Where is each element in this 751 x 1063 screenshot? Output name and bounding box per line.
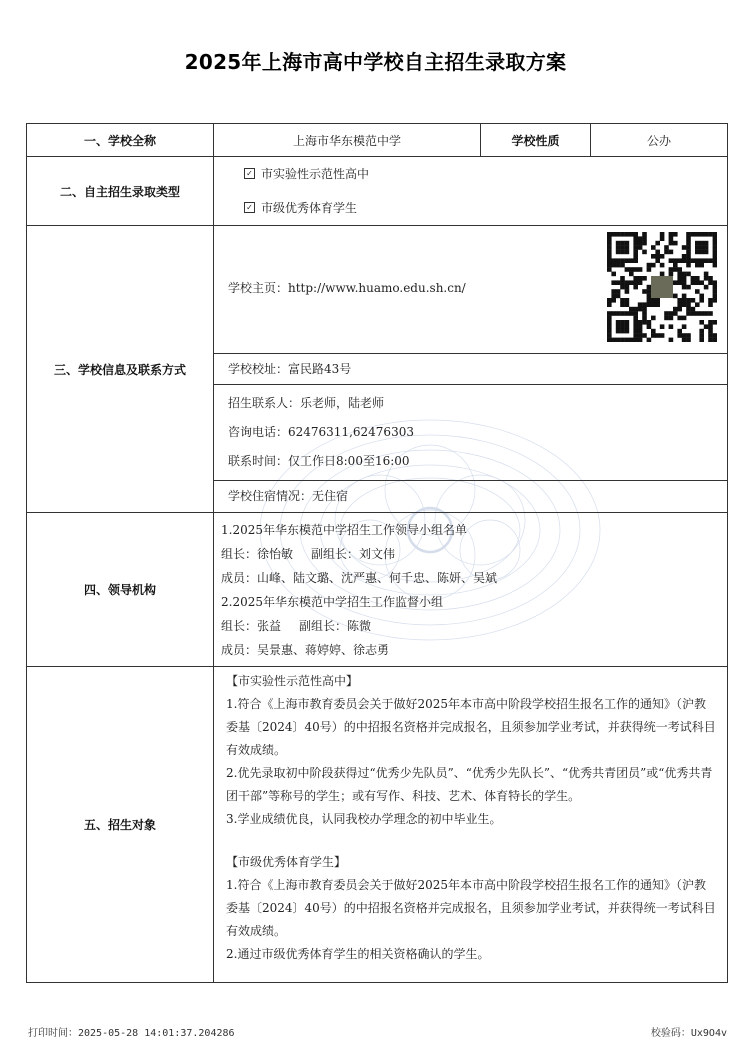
- admission-type-item: [214, 191, 727, 225]
- supervision-leaders: [214, 614, 727, 638]
- checkbox-checked-icon: ✓: [244, 202, 255, 213]
- requirement-paragraph: 2.优先录取初中阶段获得过“优秀少先队员”、“优秀少先队长”、“优秀共青团员”或“优秀共青团干部”等称号的学生；或有写作、科技、艺术、体育特长的学生。: [226, 766, 713, 803]
- leadership-group-title: 1.2025年华东模范中学招生工作领导小组名单: [221, 523, 467, 537]
- qr-code-image: [607, 232, 717, 342]
- school-nature-label: 学校性质: [481, 124, 591, 157]
- checkbox-checked-icon: ✓: [244, 168, 255, 179]
- contact-block: [214, 385, 727, 481]
- enrollment-target-cell: [214, 667, 728, 983]
- school-info-cell: [214, 226, 728, 513]
- requirement-paragraph: 1.符合《上海市教育委员会关于做好2025年本市高中阶段学校招生报名工作的通知》（沪教委基〔2024〕40号）的中招报名资格并完成报名，且须参加学业考试，并获得统一考试科目有效成绩。: [226, 878, 716, 938]
- supervision-group-title: 2.2025年华东模范中学招生工作监督小组: [221, 595, 443, 609]
- leadership-cell: [214, 513, 728, 667]
- leadership-members: 成员：山峰、陆文璐、沈严惠、何千忠、陈妍、吴斌: [221, 571, 498, 585]
- supervision-members: 成员：吴景惠、蒋婷婷、徐志勇: [221, 643, 390, 657]
- address-text: 学校校址：富民路43号: [214, 354, 727, 385]
- contact-hours-text: 联系时间：仅工作日8:00至16:00: [228, 454, 410, 468]
- group-leader: 组长：张益: [221, 619, 282, 633]
- requirement-paragraph: 2.通过市级优秀体育学生的相关资格确认的学生。: [226, 947, 490, 961]
- school-name-value: 上海市华东模范中学: [214, 124, 481, 157]
- homepage-text: 学校主页：http://www.huamo.edu.sh.cn/: [228, 281, 466, 295]
- school-nature-value: 公办: [591, 124, 728, 157]
- school-info-label: 三、学校信息及联系方式: [27, 226, 214, 513]
- admission-form-table: [26, 123, 728, 983]
- dorm-text: 学校住宿情况：无住宿: [228, 489, 349, 503]
- contact-person-text: 招生联系人：乐老师，陆老师: [228, 396, 385, 410]
- print-time: 打印时间：2025-05-28 14:01:37.204286: [28, 1028, 235, 1039]
- leadership-label: 四、领导机构: [27, 513, 214, 667]
- enrollment-target-label: 五、招生对象: [27, 667, 214, 983]
- admission-type-text: 市实验性示范性高中: [261, 167, 370, 181]
- category-title: 【市实验性示范性高中】: [226, 674, 359, 688]
- homepage-row: [214, 226, 727, 354]
- leadership-leaders: [214, 542, 727, 566]
- group-leader: 组长：徐怡敏: [221, 547, 294, 561]
- page-title: 2025年上海市高中学校自主招生录取方案: [184, 50, 567, 74]
- category-title: 【市级优秀体育学生】: [226, 855, 347, 869]
- requirement-paragraph: 3.学业成绩优良，认同我校办学理念的初中毕业生。: [226, 812, 502, 826]
- group-deputy: 副组长：陈微: [299, 619, 372, 633]
- verify-code: 校验码：Ux9O4v: [650, 1028, 727, 1039]
- admission-type-text: 市级优秀体育学生: [261, 201, 358, 215]
- requirement-paragraph: 1.符合《上海市教育委员会关于做好2025年本市高中阶段学校招生报名工作的通知》（沪教委基〔2024〕40号）的中招报名资格并完成报名，且须参加学业考试，并获得统一考试科目有效成绩。: [226, 697, 716, 757]
- admission-type-label: 二、自主招生录取类型: [27, 157, 214, 226]
- school-name-label: 一、学校全称: [27, 124, 214, 157]
- phone-text: 咨询电话：62476311,62476303: [228, 425, 414, 439]
- group-deputy: 副组长：刘文伟: [311, 547, 396, 561]
- admission-type-item: [214, 157, 727, 191]
- admission-type-list: [214, 157, 728, 226]
